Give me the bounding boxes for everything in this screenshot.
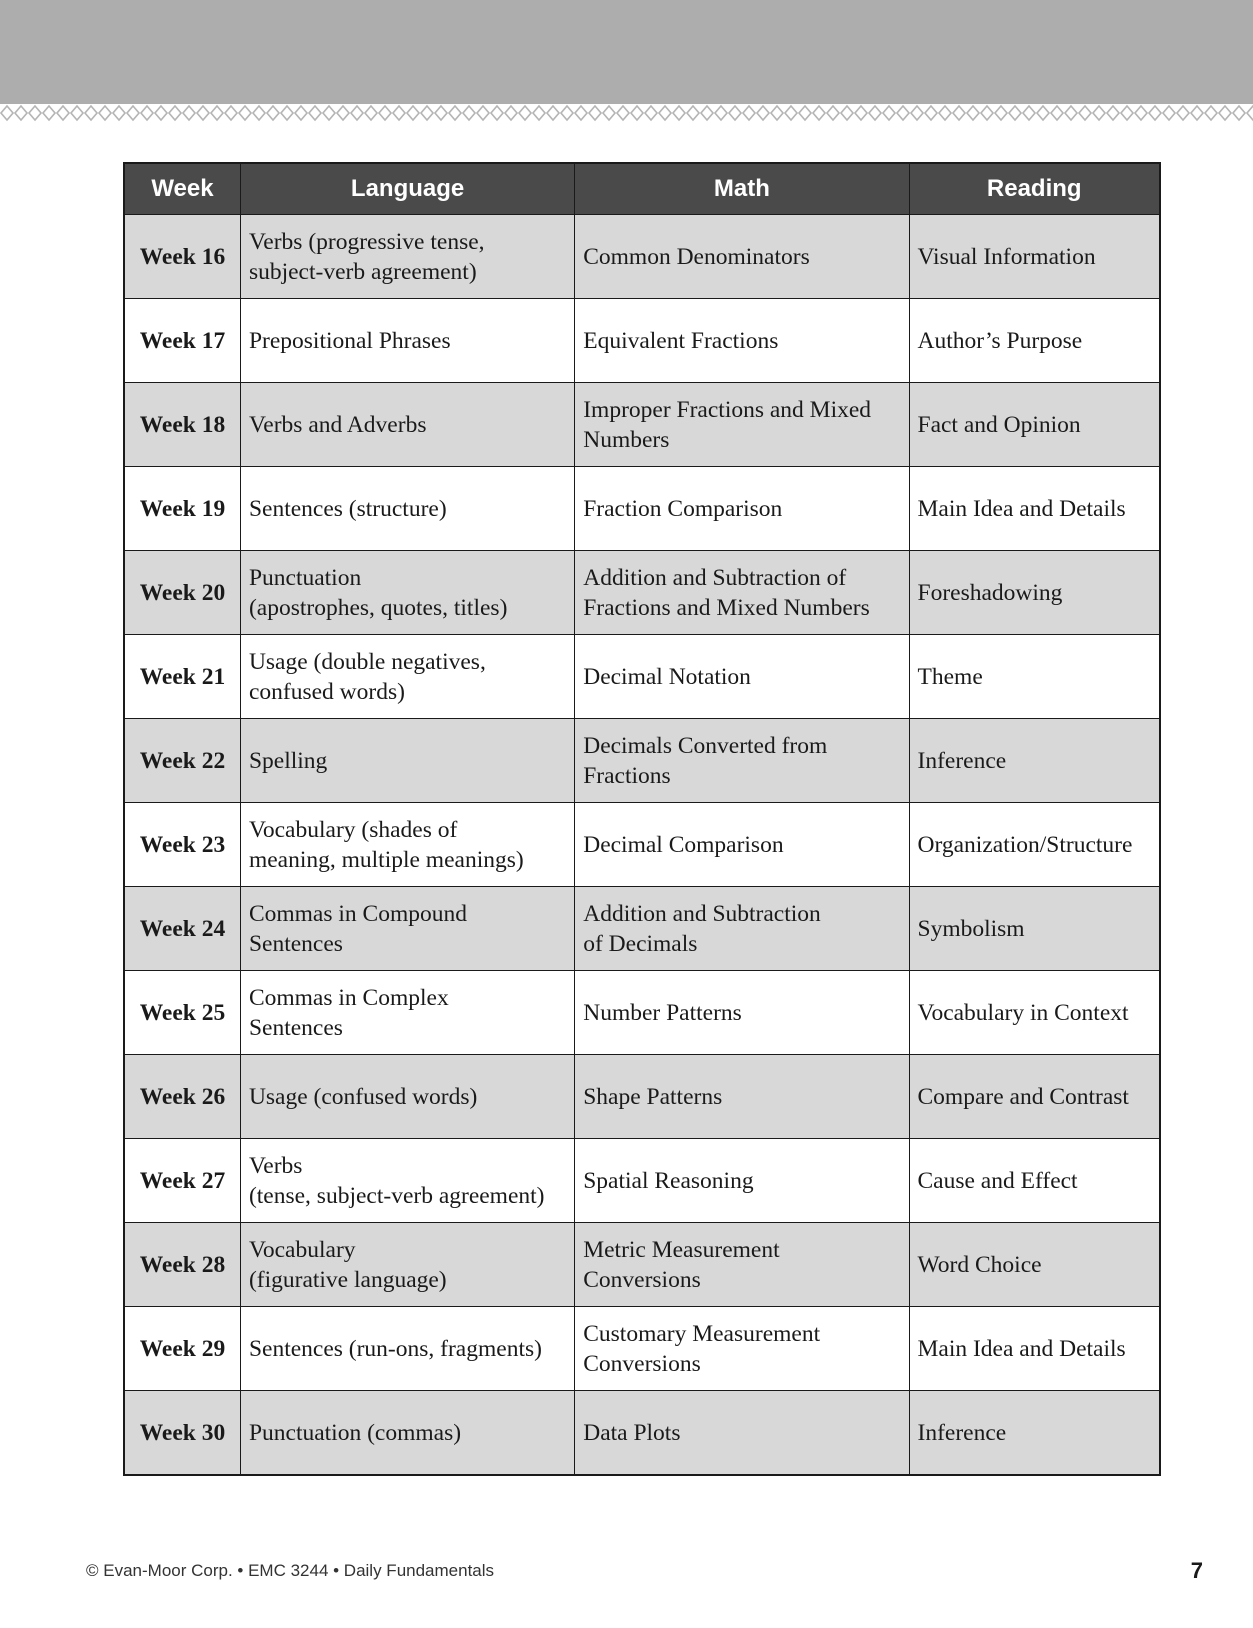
math-cell: Number Patterns xyxy=(575,971,909,1055)
language-cell: Vocabulary (figurative language) xyxy=(240,1223,574,1307)
math-cell: Data Plots xyxy=(575,1391,909,1476)
week-cell: Week 29 xyxy=(124,1307,240,1391)
week-cell: Week 18 xyxy=(124,383,240,467)
language-cell: Prepositional Phrases xyxy=(240,299,574,383)
table-row xyxy=(124,383,1160,467)
reading-cell: Theme xyxy=(909,635,1160,719)
table-row xyxy=(124,1223,1160,1307)
table-row xyxy=(124,299,1160,383)
language-cell: Usage (confused words) xyxy=(240,1055,574,1139)
page-number: 7 xyxy=(1190,1558,1203,1583)
math-cell: Common Denominators xyxy=(575,215,909,299)
math-cell: Shape Patterns xyxy=(575,1055,909,1139)
reading-cell: Symbolism xyxy=(909,887,1160,971)
table-row xyxy=(124,551,1160,635)
column-header-week: Week xyxy=(124,163,240,215)
language-cell: Verbs (progressive tense, subject-verb agreement) xyxy=(240,215,574,299)
reading-cell: Fact and Opinion xyxy=(909,383,1160,467)
reading-cell: Word Choice xyxy=(909,1223,1160,1307)
language-cell: Spelling xyxy=(240,719,574,803)
language-cell: Vocabulary (shades of meaning, multiple meanings) xyxy=(240,803,574,887)
table-row xyxy=(124,635,1160,719)
reading-cell: Main Idea and Details xyxy=(909,467,1160,551)
math-cell: Addition and Subtraction of Fractions and Mixed Numbers xyxy=(575,551,909,635)
table-row xyxy=(124,1391,1160,1476)
reading-cell: Inference xyxy=(909,1391,1160,1476)
column-header-math: Math xyxy=(575,163,909,215)
week-cell: Week 23 xyxy=(124,803,240,887)
week-cell: Week 21 xyxy=(124,635,240,719)
table-row xyxy=(124,1139,1160,1223)
math-cell: Decimals Converted from Fractions xyxy=(575,719,909,803)
week-cell: Week 17 xyxy=(124,299,240,383)
top-header-band xyxy=(0,0,1253,104)
week-cell: Week 19 xyxy=(124,467,240,551)
table-row xyxy=(124,971,1160,1055)
math-cell: Addition and Subtraction of Decimals xyxy=(575,887,909,971)
table-row xyxy=(124,467,1160,551)
table-body xyxy=(124,215,1160,1476)
reading-cell: Cause and Effect xyxy=(909,1139,1160,1223)
table-row xyxy=(124,1055,1160,1139)
language-cell: Verbs and Adverbs xyxy=(240,383,574,467)
table-row xyxy=(124,215,1160,299)
decorative-border xyxy=(0,104,1253,122)
math-cell: Fraction Comparison xyxy=(575,467,909,551)
table-row xyxy=(124,803,1160,887)
math-cell: Improper Fractions and Mixed Numbers xyxy=(575,383,909,467)
math-cell: Customary Measurement Conversions xyxy=(575,1307,909,1391)
reading-cell: Author’s Purpose xyxy=(909,299,1160,383)
column-header-language: Language xyxy=(240,163,574,215)
column-header-reading: Reading xyxy=(909,163,1160,215)
week-cell: Week 24 xyxy=(124,887,240,971)
language-cell: Punctuation (apostrophes, quotes, titles) xyxy=(240,551,574,635)
week-cell: Week 16 xyxy=(124,215,240,299)
reading-cell: Organization/Structure xyxy=(909,803,1160,887)
reading-cell: Main Idea and Details xyxy=(909,1307,1160,1391)
reading-cell: Inference xyxy=(909,719,1160,803)
week-cell: Week 30 xyxy=(124,1391,240,1476)
language-cell: Punctuation (commas) xyxy=(240,1391,574,1476)
table-header-row xyxy=(124,163,1160,215)
math-cell: Spatial Reasoning xyxy=(575,1139,909,1223)
language-cell: Sentences (structure) xyxy=(240,467,574,551)
reading-cell: Compare and Contrast xyxy=(909,1055,1160,1139)
language-cell: Commas in Compound Sentences xyxy=(240,887,574,971)
week-cell: Week 27 xyxy=(124,1139,240,1223)
week-cell: Week 20 xyxy=(124,551,240,635)
reading-cell: Foreshadowing xyxy=(909,551,1160,635)
week-cell: Week 26 xyxy=(124,1055,240,1139)
math-cell: Metric Measurement Conversions xyxy=(575,1223,909,1307)
reading-cell: Vocabulary in Context xyxy=(909,971,1160,1055)
math-cell: Decimal Comparison xyxy=(575,803,909,887)
week-cell: Week 22 xyxy=(124,719,240,803)
language-cell: Verbs (tense, subject-verb agreement) xyxy=(240,1139,574,1223)
table-row xyxy=(124,1307,1160,1391)
footer-credit: © Evan-Moor Corp. • EMC 3244 • Daily Fundamentals xyxy=(86,1561,495,1580)
language-cell: Sentences (run-ons, fragments) xyxy=(240,1307,574,1391)
table-row xyxy=(124,887,1160,971)
language-cell: Usage (double negatives, confused words) xyxy=(240,635,574,719)
reading-cell: Visual Information xyxy=(909,215,1160,299)
table-row xyxy=(124,719,1160,803)
week-cell: Week 28 xyxy=(124,1223,240,1307)
math-cell: Equivalent Fractions xyxy=(575,299,909,383)
weekly-schedule-table xyxy=(123,162,1161,1476)
week-cell: Week 25 xyxy=(124,971,240,1055)
math-cell: Decimal Notation xyxy=(575,635,909,719)
language-cell: Commas in Complex Sentences xyxy=(240,971,574,1055)
